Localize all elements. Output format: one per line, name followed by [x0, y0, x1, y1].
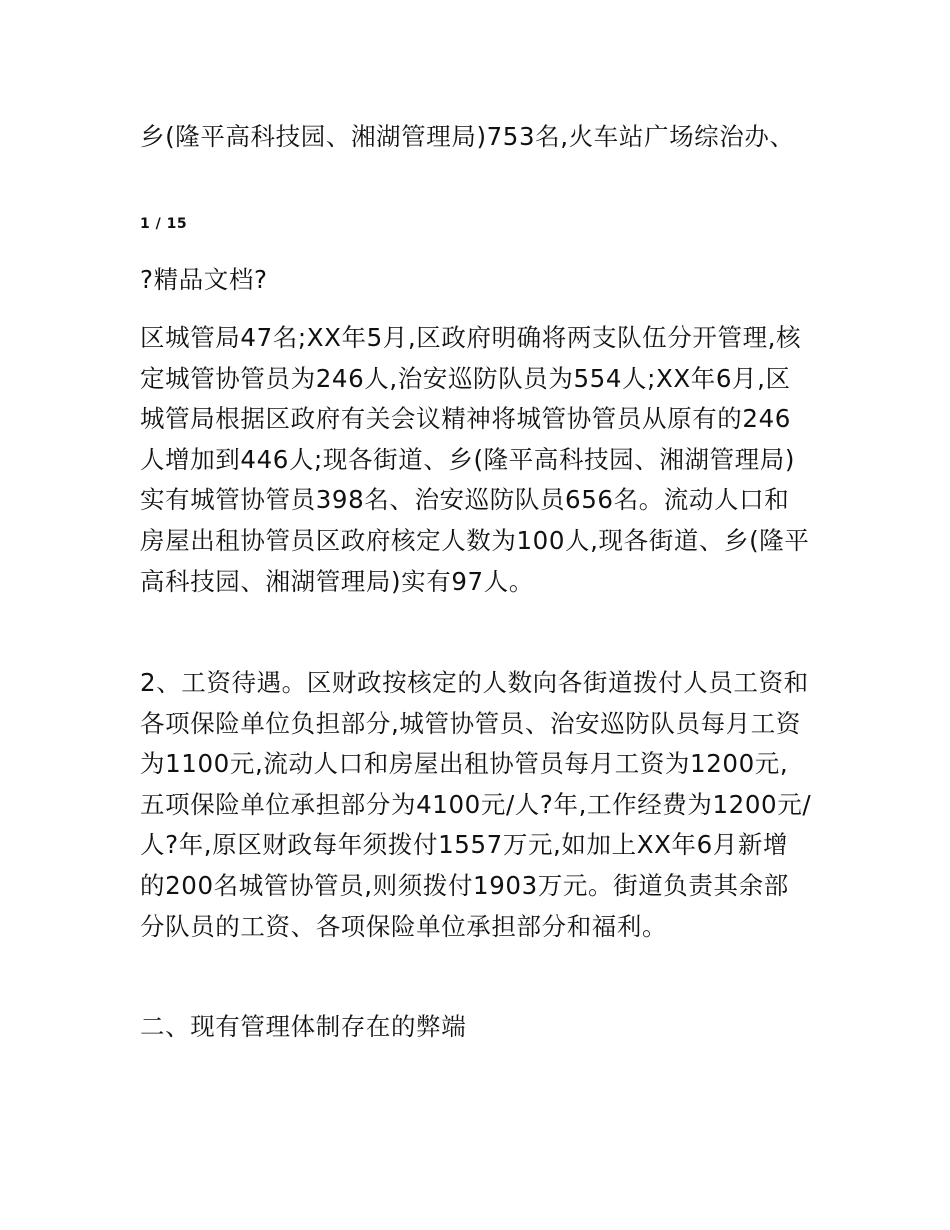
section-heading: 二、现有管理体制存在的弊端 [140, 1012, 467, 1041]
paragraph-staffing: 区城管局47名;XX年5月,区政府明确将两支队伍分开管理,核定城管协管员为246人,治安巡防队员为554人;XX年6月,区城管局根据区政府有关会议精神将城管协管员从原有的246人增加到446人;现各街道、乡(隆平高科技园、湘湖管理局)实有城管协管员398名、治安巡防队员656名。流动人口和房屋出租协管员区政府核定人数为100人,现各街道、乡(隆平高科技园、湘湖管理局)实有97人。 [140, 323, 810, 596]
paragraph-wages: 2、工资待遇。区财政按核定的人数向各街道拨付人员工资和各项保险单位负担部分,城管协管员、治安巡防队员每月工资为1100元,流动人口和房屋出租协管员每月工资为1200元,五项保险单位承担部分为4100元/人?年,工作经费为1200元/人?年,原区财政每年须拨付1557万元,如加上XX年6月新增的200名城管协管员,则须拨付1903万元。街道负责其余部分队员的工资、各项保险单位承担部分和福利。 [140, 668, 812, 941]
paragraph-continuation: 乡(隆平高科技园、湘湖管理局)753名,火车站广场综治办、 [140, 122, 795, 151]
page-number: 1 / 15 [140, 216, 188, 232]
document-watermark-label: ?精品文档? [140, 265, 268, 294]
